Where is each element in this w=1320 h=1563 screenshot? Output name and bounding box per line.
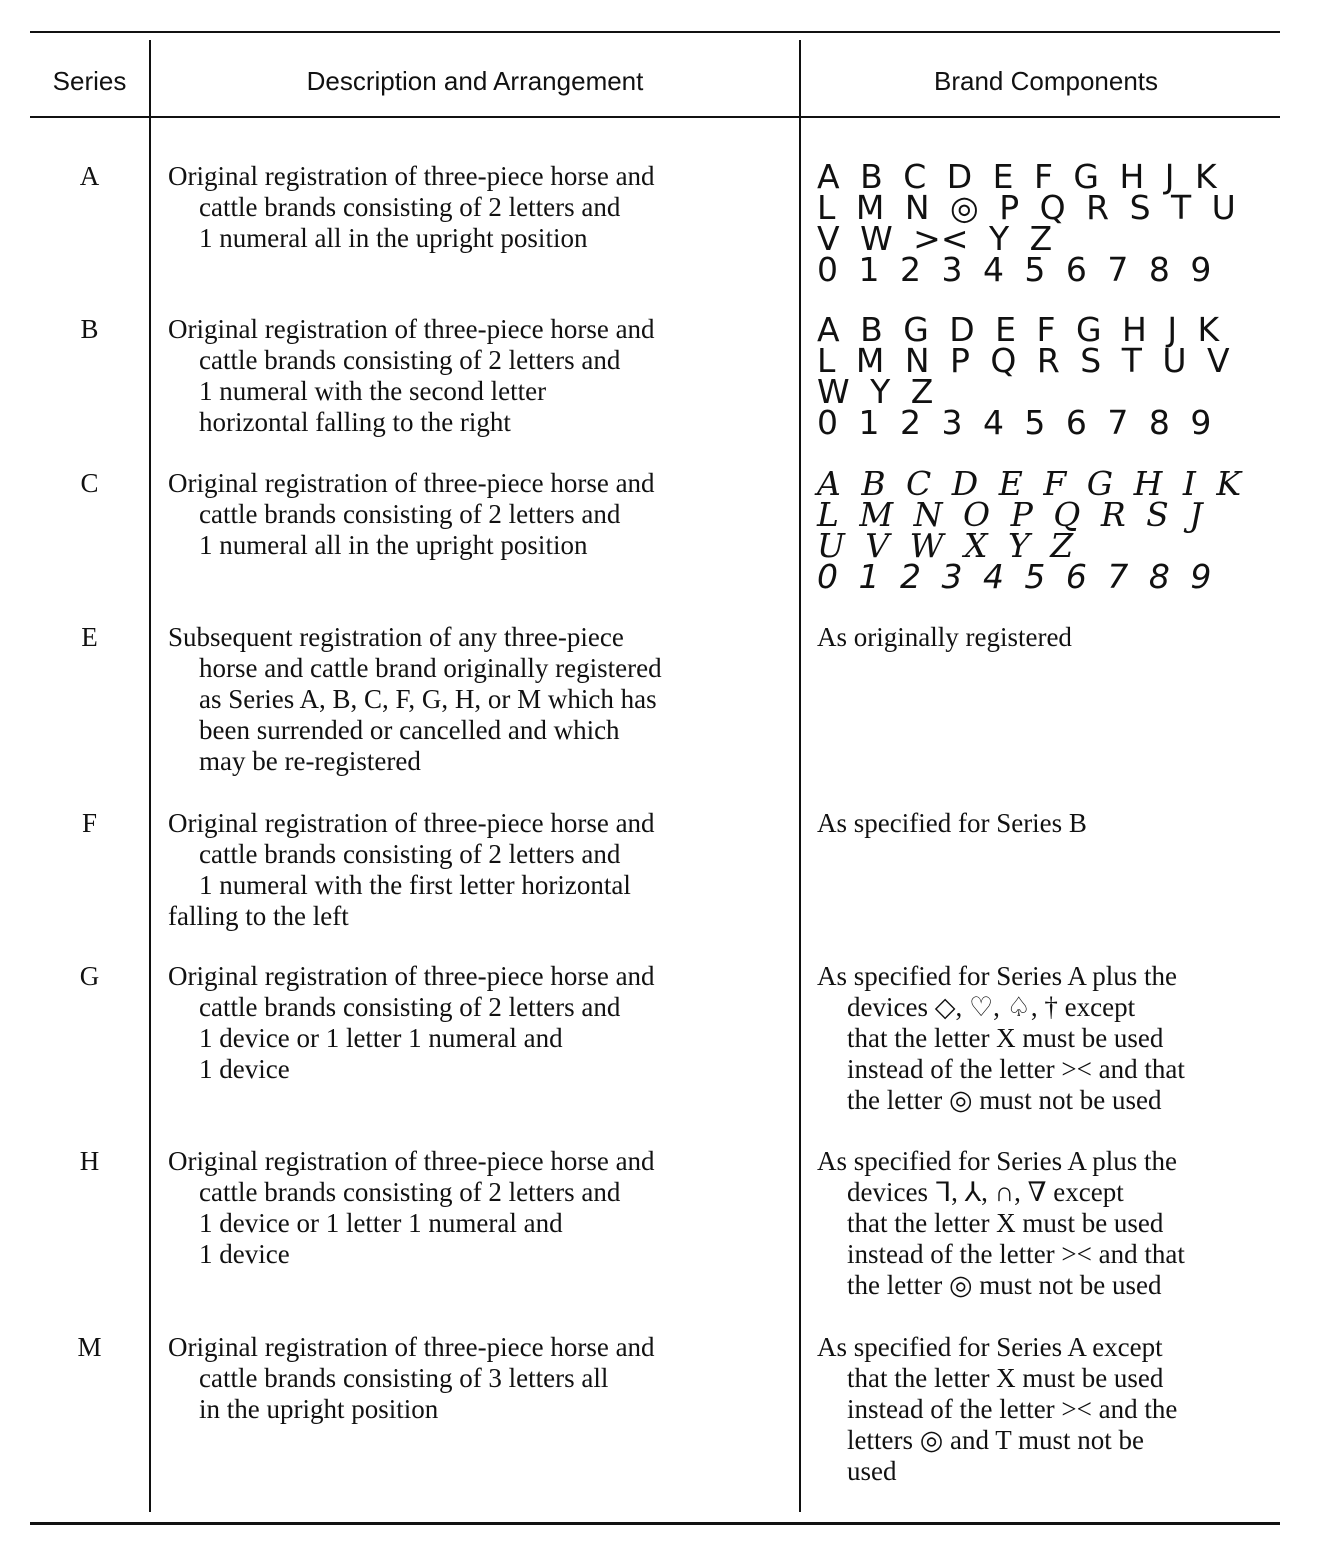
desc-line: 1 numeral with the second letter: [199, 376, 547, 406]
brand-glyphs-c: [817, 464, 1287, 596]
glyph-line: W Y Z: [817, 372, 934, 411]
header-series: Series: [52, 66, 127, 96]
desc-line: falling to the left: [168, 901, 349, 931]
glyph-line: U V W X Y Z: [817, 526, 1074, 565]
brand-components-g: [817, 961, 1295, 1116]
brand-line: that the letter X must be used: [847, 1208, 1164, 1238]
description-f: [168, 808, 786, 932]
description-c: [168, 468, 786, 561]
description-a: [168, 161, 786, 254]
desc-line: been surrended or cancelled and which: [199, 715, 620, 745]
desc-line: cattle brands consisting of 3 letters all: [199, 1363, 609, 1393]
brand-line: that the letter X must be used: [847, 1363, 1164, 1393]
brand-line: that the letter X must be used: [847, 1023, 1164, 1053]
brand-line: As specified for Series B: [817, 808, 1087, 838]
glyph-line: L M N O P Q R S J: [817, 495, 1203, 534]
series-a: A: [79, 161, 100, 191]
desc-line: cattle brands consisting of 2 letters and: [199, 192, 621, 222]
glyph-line: A B C D E F G H I K: [817, 464, 1242, 503]
header-rule: [30, 116, 1280, 118]
desc-line: 1 numeral with the first letter horizontal: [199, 870, 631, 900]
desc-line: cattle brands consisting of 2 letters and: [199, 992, 621, 1022]
desc-line: cattle brands consisting of 2 letters and: [199, 1177, 621, 1207]
brand-line: devices ◇, ♡, ♤, † except: [847, 992, 1136, 1022]
column-divider-1: [149, 40, 151, 1512]
bottom-rule: [30, 1522, 1280, 1525]
glyph-line: L M N P Q R S T U V: [817, 341, 1230, 380]
desc-line: cattle brands consisting of 2 letters and: [199, 345, 621, 375]
brand-line: As specified for Series A plus the: [817, 961, 1177, 991]
top-rule: [30, 31, 1280, 33]
brand-line: the letter ◎ must not be used: [847, 1085, 1162, 1115]
brand-components-e: [817, 622, 1295, 653]
series-m: M: [77, 1332, 102, 1362]
description-m: [168, 1332, 786, 1425]
desc-line: horizontal falling to the right: [199, 407, 511, 437]
glyph-line: L M N ◎ P Q R S T U: [817, 188, 1236, 227]
desc-line: may be re-registered: [199, 746, 421, 776]
desc-line: Original registration of three-piece horse and: [168, 1146, 655, 1176]
desc-line: in the upright position: [199, 1394, 439, 1424]
series-b: B: [80, 314, 99, 344]
brand-line: As originally registered: [817, 622, 1072, 652]
brand-components-f: [817, 808, 1295, 839]
desc-line: 1 numeral all in the upright position: [199, 223, 588, 253]
description-h: [168, 1146, 786, 1270]
desc-line: cattle brands consisting of 2 letters and: [199, 839, 621, 869]
desc-line: 1 device or 1 letter 1 numeral and: [199, 1208, 563, 1238]
desc-line: Original registration of three-piece horse and: [168, 961, 655, 991]
brand-glyphs-a: [817, 157, 1287, 289]
brand-components-h: [817, 1146, 1295, 1301]
series-g: G: [79, 961, 100, 991]
desc-line: Original registration of three-piece horse and: [168, 161, 655, 191]
header-brand-components: Brand Components: [933, 66, 1159, 96]
brand-line: As specified for Series A except: [817, 1332, 1163, 1362]
glyph-line: A B C D E F G H J K: [817, 157, 1217, 196]
desc-line: Original registration of three-piece horse and: [168, 314, 655, 344]
description-g: [168, 961, 786, 1085]
desc-line: 1 device: [199, 1239, 290, 1269]
desc-line: Original registration of three-piece horse and: [168, 808, 655, 838]
description-b: [168, 314, 786, 438]
glyph-line: A B G D E F G H J K: [817, 310, 1220, 349]
header-description: Description and Arrangement: [306, 66, 644, 96]
desc-line: Original registration of three-piece horse and: [168, 468, 655, 498]
brand-line: devices ᒣ, ⅄, ∩, ∇ except: [847, 1177, 1124, 1207]
desc-line: horse and cattle brand originally registered: [199, 653, 662, 683]
column-divider-2: [799, 40, 801, 1512]
brand-line: used: [847, 1456, 897, 1486]
series-e: E: [81, 622, 98, 652]
brand-line: instead of the letter >< and the: [847, 1394, 1178, 1424]
series-c: C: [80, 468, 99, 498]
desc-line: 1 numeral all in the upright position: [199, 530, 588, 560]
series-h: H: [79, 1146, 100, 1176]
brand-line: instead of the letter >< and that: [847, 1054, 1185, 1084]
desc-line: Subsequent registration of any three-piece: [168, 622, 624, 652]
desc-line: 1 device or 1 letter 1 numeral and: [199, 1023, 563, 1053]
desc-line: Original registration of three-piece horse and: [168, 1332, 655, 1362]
glyph-line: 0 1 2 3 4 5 6 7 8 9: [817, 250, 1212, 289]
series-f: F: [81, 808, 98, 838]
description-e: [168, 622, 786, 777]
glyph-line: 0 1 2 3 4 5 6 7 8 9: [817, 403, 1212, 442]
brand-components-m: [817, 1332, 1295, 1487]
brand-glyphs-b: [817, 310, 1287, 442]
brand-line: the letter ◎ must not be used: [847, 1270, 1162, 1300]
brand-line: instead of the letter >< and that: [847, 1239, 1185, 1269]
desc-line: cattle brands consisting of 2 letters and: [199, 499, 621, 529]
brand-line: letters ◎ and T must not be: [847, 1425, 1145, 1455]
desc-line: as Series A, B, C, F, G, H, or M which has: [199, 684, 657, 714]
glyph-line: V W >< Y Z: [817, 219, 1053, 258]
brand-line: As specified for Series A plus the: [817, 1146, 1177, 1176]
glyph-line: 0 1 2 3 4 5 6 7 8 9: [817, 557, 1212, 596]
desc-line: 1 device: [199, 1054, 290, 1084]
